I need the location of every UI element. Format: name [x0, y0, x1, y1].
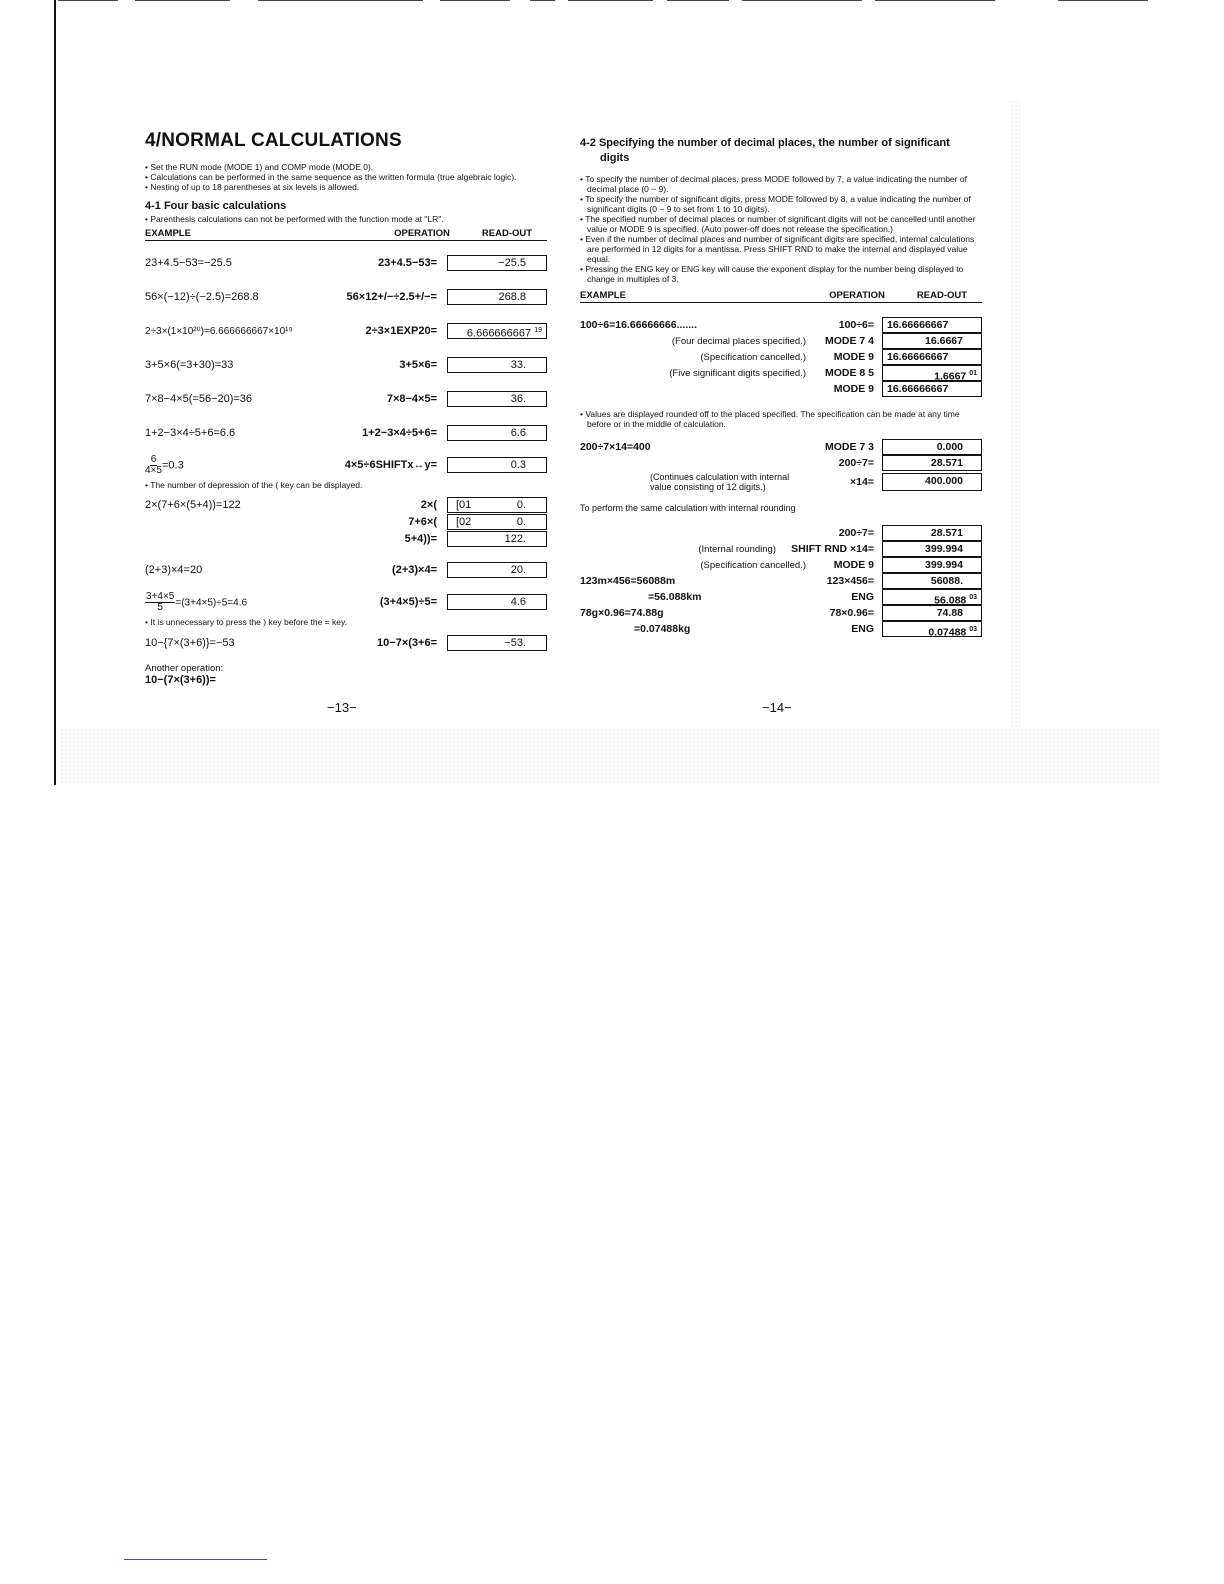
table-row [580, 589, 982, 605]
page-14 [580, 130, 982, 637]
another-label: Another operation: [145, 663, 224, 674]
depression-note: • The number of depression of the ( key can be displayed. [145, 480, 547, 490]
table-row [145, 246, 547, 280]
operation-keys: 4×5÷6SHIFTx↔y= [344, 459, 437, 471]
scan-noise [1010, 100, 1020, 730]
header-readout: READ-OUT [916, 290, 968, 301]
fraction-rest: =(3+4×5)÷5=4.6 [175, 596, 248, 608]
example-text: 7×8−4×5(=56−20)=36 [145, 393, 253, 405]
example-text: 10−{7×(3+6)}=−53 [145, 637, 235, 649]
table-row [580, 381, 982, 397]
operation-keys: 100÷6= [838, 319, 874, 331]
operation-keys: 3+5×6= [399, 359, 437, 371]
fraction-denominator: 4×5 [145, 464, 162, 476]
section-note: • Even if the number of decimal places and number of significant digits are specified, internal calculations are performed in 12 digits for a mantissa. Press SHIFT RND to make the internal and displayed value equal. [580, 234, 982, 264]
operation-keys: ENG [851, 623, 874, 635]
rounded-note: • Values are displayed rounded off to the placed specified. The specification can be made at any time before or in the middle of calculation. [580, 409, 982, 429]
operation-keys: MODE 9 [833, 383, 874, 395]
readout-display: 0.000 [882, 439, 982, 455]
section-title: 4-1 Four basic calculations [145, 200, 287, 212]
readout-display: −25.5 [447, 255, 547, 271]
operation-keys: 56×12+/−÷2.5+/−= [346, 291, 437, 303]
fraction [145, 592, 175, 613]
operation-keys: ENG [851, 591, 874, 603]
readout-value: 0. [516, 515, 526, 528]
operation-keys: (3+4×5)÷5= [379, 596, 437, 608]
table-row [145, 314, 547, 348]
row-comment: (Four decimal places specified.) [671, 335, 806, 347]
intro-note: • Set the RUN mode (MODE 1) and COMP mode (MODE 0). [145, 162, 547, 172]
readout-display: 399.994 [882, 541, 982, 557]
readout-mantissa: 6.666666667 [466, 327, 532, 340]
page-number-13: −13− [327, 700, 357, 715]
readout-display [882, 365, 982, 381]
table-row [580, 525, 982, 541]
paren-count: [02 [456, 515, 472, 528]
operation-keys: 200÷7= [838, 457, 874, 469]
readout-display: 74.88 [882, 605, 982, 621]
table-row [580, 621, 982, 637]
readout-mantissa: 0.07488 [928, 626, 967, 639]
readout-display: 399.994 [882, 557, 982, 573]
page-13 [145, 130, 547, 686]
operation-keys: 5+4))= [404, 532, 437, 545]
readout-value: 0. [516, 498, 526, 511]
page-left-edge [54, 0, 56, 785]
decimal-table [580, 317, 982, 397]
table-row [580, 605, 982, 621]
operation-keys: 2÷3×1EXP20= [365, 325, 437, 337]
table-row [580, 557, 982, 573]
example-text: 100÷6=16.66666666....... [580, 319, 697, 331]
header-example: EXAMPLE [145, 228, 191, 239]
readout-display: 122. [447, 531, 547, 547]
row-comment: (Five significant digits specified.) [669, 367, 806, 379]
readout-display: 33. [447, 357, 547, 373]
example-text: 123m×456=56088m [580, 575, 676, 587]
readout-exponent: 01 [969, 370, 977, 377]
operation-keys: 200÷7= [838, 527, 874, 539]
table-row [580, 541, 982, 557]
readout-display [447, 514, 547, 530]
rounding-table [580, 439, 982, 493]
readout-display: 16.6667 [882, 333, 982, 349]
example-text: (2+3)×4=20 [145, 564, 203, 576]
row-comment: (Specification cancelled.) [700, 351, 806, 363]
section-note: • The specified number of decimal places or number of significant digits will not be cancelled until another value or MODE 9 is specified. (Auto power-off does not release the specification.) [580, 214, 982, 234]
operation-keys: MODE 9 [833, 559, 874, 571]
readout-exponent: 19 [534, 327, 542, 334]
table-row [580, 471, 982, 493]
readout-display [447, 323, 547, 339]
table-row [145, 450, 547, 480]
operation-keys: 123×456= [826, 575, 874, 587]
section-notes [580, 174, 982, 284]
intro-notes [145, 162, 547, 192]
paren-count: [01 [456, 498, 472, 511]
operation-keys: 2×( [420, 498, 437, 511]
readout-display: 56088. [882, 573, 982, 589]
readout-display: 20. [447, 562, 547, 578]
operation-keys: 78×0.96= [829, 607, 874, 619]
readout-display: 28.571 [882, 525, 982, 541]
row-comment: (Continues calculation with internal value consisting of 12 digits.) [650, 472, 790, 492]
table-row [145, 348, 547, 382]
readout-display [882, 589, 982, 605]
operation-keys: 10−7×(3+6= [377, 637, 437, 649]
table-row [145, 496, 547, 513]
operation-keys: 7+6×( [408, 515, 437, 528]
readout-display: 28.571 [882, 455, 982, 471]
header-operation: OPERATION [394, 228, 450, 239]
readout-display: −53. [447, 635, 547, 651]
example-text: 2÷3×(1×10²⁰)=6.666666667×10¹⁹ [145, 325, 293, 337]
header-operation: OPERATION [829, 290, 885, 301]
readout-display: 36. [447, 391, 547, 407]
operation-keys: MODE 7 3 [824, 441, 874, 453]
table-row [580, 349, 982, 365]
example-text: =0.07488kg [634, 623, 691, 635]
section-note: • Pressing the ENG key or ENG key will cause the exponent display for the number being displayed to change in multiples of 3. [580, 264, 982, 284]
fraction-denominator: 5 [157, 601, 163, 613]
readout-display [882, 621, 982, 637]
example-text: 200÷7×14=400 [580, 441, 651, 453]
paren-example [145, 496, 547, 547]
table-header [580, 290, 982, 303]
row-comment: (Internal rounding) [698, 543, 776, 555]
header-example: EXAMPLE [580, 290, 626, 301]
readout-display: 4.6 [447, 594, 547, 610]
readout-display: 6.6 [447, 425, 547, 441]
example-text: 23+4.5−53=−25.5 [145, 257, 232, 269]
table-row [145, 280, 547, 314]
page-number-14: −14− [762, 700, 792, 715]
readout-display: 0.3 [447, 457, 547, 473]
table-row [580, 573, 982, 589]
operation-keys: (2+3)×4= [392, 564, 437, 576]
readout-display [447, 497, 547, 513]
fraction [145, 455, 162, 476]
example-text: 78g×0.96=74.88g [580, 607, 664, 619]
page-title: 4/NORMAL CALCULATIONS [145, 130, 402, 151]
table-row [145, 553, 547, 587]
example-text [145, 455, 307, 476]
table-row [580, 439, 982, 455]
readout-display: 268.8 [447, 289, 547, 305]
operation-keys: MODE 9 [833, 351, 874, 363]
table-row [145, 627, 547, 659]
scan-border-top [0, 0, 1224, 8]
footer-link-underline [124, 1559, 267, 1560]
operation-keys: 23+4.5−53= [377, 257, 437, 269]
table-row [145, 513, 547, 530]
readout-display: 16.66666667 [882, 381, 982, 397]
operation-keys: 1+2−3×4÷5+6= [362, 427, 437, 439]
operation-keys: MODE 7 4 [824, 335, 874, 347]
table-row [145, 530, 547, 547]
example-text: 2×(7+6×(5+4))=122 [145, 498, 241, 511]
example-text: 56×(−12)÷(−2.5)=268.8 [145, 291, 259, 303]
table-row [580, 365, 982, 381]
unnecessary-note: • It is unnecessary to press the ) key before the = key. [145, 617, 547, 627]
intro-note: • Calculations can be performed in the same sequence as the written formula (true algebraic logic). [145, 172, 547, 182]
operation-keys: ×14= [850, 476, 874, 488]
scan-noise [60, 728, 1160, 783]
readout-mantissa: 1.6667 [934, 370, 967, 383]
example-text: 1+2−3×4÷5+6=6.6 [145, 427, 236, 439]
readout-display: 16.66666667 [882, 349, 982, 365]
table-row [580, 455, 982, 471]
example-text: 3+5×6(=3+30)=33 [145, 359, 234, 371]
internal-rounding-text: To perform the same calculation with internal rounding [580, 503, 796, 513]
fraction-rest: =0.3 [161, 458, 184, 471]
another-operation: 10−(7×(3+6))= [145, 674, 216, 686]
table-row [145, 587, 547, 617]
section-note: • Parenthesis calculations can not be performed with the function mode at "LR". [145, 214, 547, 224]
section-title: 4-2 Specifying the number of decimal places, the number of significant digits [580, 137, 950, 164]
table-row [145, 382, 547, 416]
readout-display: 400.000 [882, 473, 982, 491]
section-note: • To specify the number of decimal places, press MODE followed by 7, a value indicating the number of decimal place (0 − 9). [580, 174, 982, 194]
operation-keys: SHIFT RND ×14= [791, 543, 874, 555]
fraction-numerator: 3+4×5 [146, 590, 175, 602]
readout-exponent: 03 [969, 626, 977, 633]
unit-table [580, 525, 982, 637]
row-comment: (Specification cancelled.) [700, 559, 806, 571]
example-text [145, 592, 307, 613]
example-text: =56.088km [648, 591, 702, 603]
readout-display: 16.66666667 [882, 317, 982, 333]
section-note: • To specify the number of significant digits, press MODE followed by 8, a value indicating the number of significant digits (0 − 9 to set from 1 to 10 digits). [580, 194, 982, 214]
table-header [145, 228, 547, 241]
table-row [580, 317, 982, 333]
operation-keys: 7×8−4×5= [386, 393, 437, 405]
header-readout: READ-OUT [481, 228, 533, 239]
readout-exponent: 03 [969, 594, 977, 601]
readout-mantissa: 56.088 [934, 594, 967, 607]
table-row [580, 333, 982, 349]
intro-note: • Nesting of up to 18 parentheses at six levels is allowed. [145, 182, 547, 192]
table-row [145, 416, 547, 450]
fraction-numerator: 6 [150, 453, 157, 465]
operation-keys: MODE 8 5 [824, 367, 874, 379]
